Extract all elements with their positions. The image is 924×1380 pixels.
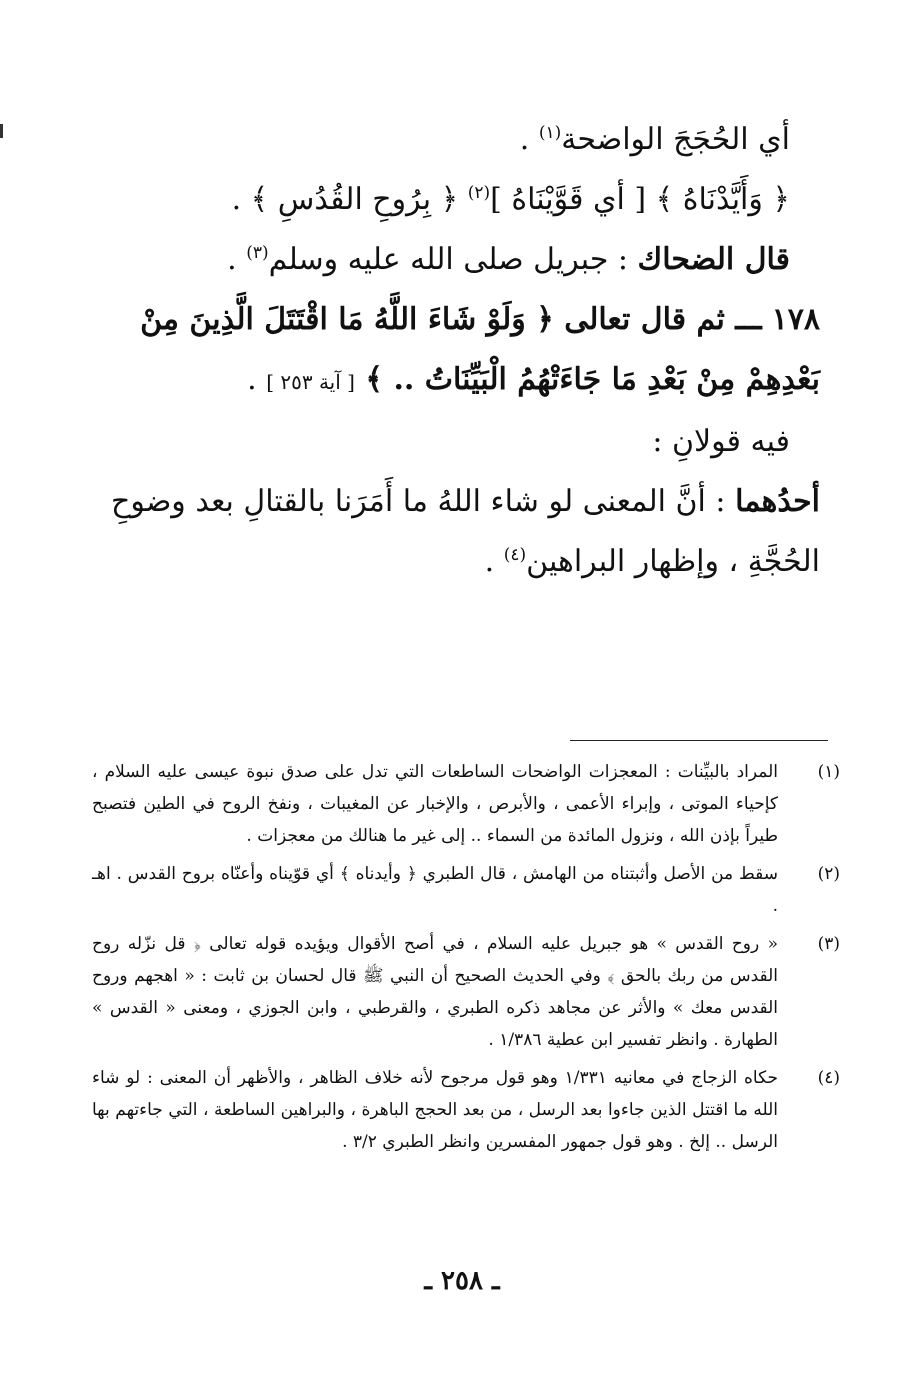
- footnote-ref-4[interactable]: (٤): [503, 545, 527, 565]
- speaker-dahhak: قال الضحاك: [637, 242, 790, 277]
- bracket-gloss: [ أي قَوَّيْنَاهُ ]: [490, 182, 647, 217]
- verse-paragraph: [86, 290, 820, 412]
- footnote-3: [92, 928, 840, 1056]
- line2-end: .: [231, 182, 251, 217]
- footnote-number: (٣): [817, 934, 840, 954]
- page-number: ـ ٢٥٨ ـ: [424, 1266, 500, 1296]
- verse-number: ١٧٨: [771, 302, 820, 337]
- footnotes: [92, 756, 840, 1164]
- line3-end: .: [227, 242, 247, 277]
- footnote-text: حكاه الزجاج في معانيه ١/٣٣١ وهو قول مرجوح لأنه خلاف الظاهر ، والأظهر أن المعنى : لو شاء الله ما اقتتل الذين جاءوا بعد الرسل ، من بعد الحجج الباهرة ، والبراهين الساطعة ، التي جاءتهم بها الرسل .. إلخ . وهو قول جمهور المفسرين وانظر الطبري ٣/٢ .: [92, 1068, 778, 1152]
- line1-text: أي الحُجَجَ الواضحة: [561, 122, 790, 157]
- verse-text: ﴿ وَلَوْ شَاءَ اللَّهُ مَا اقْتَتَلَ الَّذِينَ مِنْ بَعْدِهِمْ مِنْ بَعْدِ مَا جَاءَتْهُمُ الْبَيِّنَاتُ .. ﴾: [140, 302, 820, 397]
- first-end: .: [484, 544, 504, 579]
- verse-reference: [ آية ٢٥٣ ]: [266, 370, 355, 394]
- footnote-text: « روح القدس » هو جبريل عليه السلام ، في أصح الأقوال ويؤيده قوله تعالى ﴿ قل نزّله روح القدس من ربك بالحق ﴾ وفي الحديث الصحيح أن النبي ﷺ قال لحسان بن ثابت : « اهجهم وروح القدس معك » والأثر عن مجاهد ذكره الطبري ، والقرطبي ، وابن الجوزي ، ومعنى « القدس » الطهارة . وانظر تفسير ابن عطية ١/٣٨٦ .: [92, 934, 778, 1050]
- footnote-ref-2[interactable]: (٢): [467, 183, 491, 203]
- footnote-ref-3[interactable]: (٣): [246, 243, 269, 263]
- footnote-text: سقط من الأصل وأثبتناه من الهامش ، قال الطبري ﴿ وأيدناه ﴾ أي قوّيناه وأعنّاه بروح القدس . اهـ .: [92, 864, 778, 916]
- footnote-number: (٢): [817, 864, 840, 884]
- footnote-separator: [570, 740, 828, 741]
- first-opinion-paragraph: [86, 472, 820, 592]
- main-line-opinions: [86, 412, 820, 472]
- quran-quote-2: ﴿ بِرُوحِ القُدُسِ ﴾: [250, 182, 459, 217]
- main-line-2: [86, 170, 820, 230]
- main-text: [86, 110, 820, 592]
- verse-end: .: [247, 362, 267, 397]
- footnote-2: [92, 858, 840, 922]
- main-line-3: [86, 230, 820, 290]
- footnote-number: (١): [817, 762, 840, 782]
- verse-intro: ـــ ثم قال تعالى: [564, 302, 762, 337]
- first-text: : أنَّ المعنى لو شاء اللهُ ما أَمَرَنا بالقتالِ بعد وضوحِ الحُجَّةِ ، وإظهار البراهين: [110, 484, 820, 579]
- footnote-number: (٤): [817, 1068, 840, 1088]
- footnote-4: [92, 1062, 840, 1158]
- footnote-1: [92, 756, 840, 852]
- line3-text: : جبريل صلى الله عليه وسلم: [268, 242, 638, 277]
- scan-edge-mark: [0, 124, 3, 138]
- main-line-1: [86, 110, 820, 170]
- first-label: أحدُهما: [735, 484, 820, 519]
- two-opinions: فيه قولانِ :: [652, 424, 790, 459]
- line1-end: .: [519, 122, 539, 157]
- footnote-ref-1[interactable]: (١): [538, 123, 562, 143]
- quran-quote-1: ﴿ وَأَيَّدْنَاهُ ﴾: [655, 182, 790, 217]
- footnote-text: المراد بالبيِّنات : المعجزات الواضحات الساطعات التي تدل على صدق نبوة عيسى عليه السلام ، كإحياء الموتى ، وإبراء الأعمى ، والأبرص ، والإخبار عن المغيبات ، ونفخ الروح في الطين فتصبح طيراً بإذن الله ، ونزول المائدة من السماء .. إلى غير ما هنالك من معجزات .: [92, 762, 778, 846]
